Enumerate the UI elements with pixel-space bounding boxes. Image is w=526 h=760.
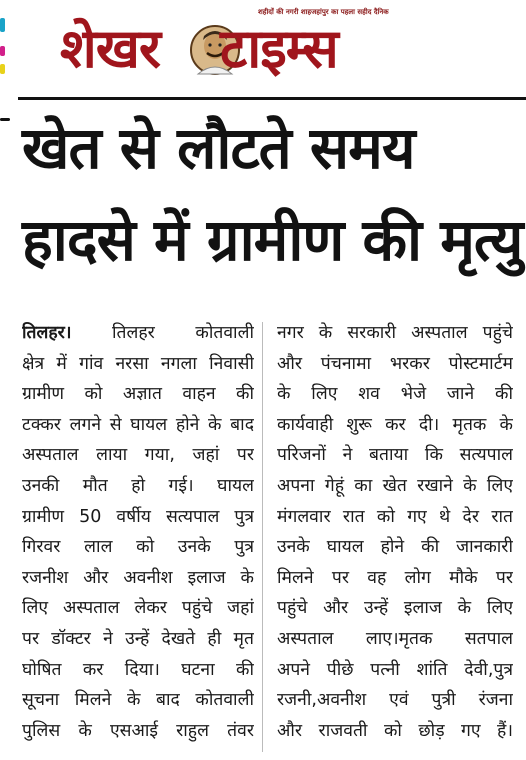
- article-line: परिजनों ने बताया कि सत्यपाल: [277, 445, 513, 466]
- article-line: अस्पताल लाया गया, जहां पर: [22, 445, 254, 466]
- article-line: मंगलवार रात को गए थे देर रात: [277, 506, 513, 527]
- headline-line-2: हादसे में ग्रामीण की मृत्यु: [22, 206, 523, 274]
- article-line: और राजवती को छोड़ गए हैं।: [277, 720, 513, 741]
- article-line: तिलहर। तिलहर कोतवाली: [22, 323, 254, 343]
- article-line: अपने पीछे पत्नी शांति देवी,पुत्र: [277, 659, 513, 680]
- article-line: रजनीश और अवनीश इलाज के: [22, 567, 254, 588]
- masthead-name-part2: टाइम्स: [220, 16, 338, 80]
- article-line: गिरवर लाल को उनके पुत्र: [22, 537, 254, 558]
- article-column-right: [277, 318, 513, 746]
- article-line: रजनी,अवनीश एवं पुत्री रंजना: [277, 690, 513, 711]
- column-divider: [262, 322, 263, 752]
- article-line: लिए अस्पताल लेकर पहुंचे जहां: [22, 598, 254, 619]
- article-line: और पंचनामा भरकर पोस्टमार्टम: [277, 353, 513, 374]
- article-line: पुलिस के एसआई राहुल तंवर: [22, 720, 254, 741]
- masthead-tagline: शहीदों की नगरी शाहजहांपुर का पहला सहीद दैनिक: [258, 8, 389, 16]
- article-line: ग्रामीण 50 वर्षीय सत्यपाल पुत्र: [22, 506, 254, 527]
- article-line: उनकी मौत हो गई। घायल: [22, 475, 254, 496]
- article-column-left: [22, 318, 254, 746]
- article-line: अपना गेहूं का खेत रखाने के लिए: [277, 475, 513, 496]
- article-line: उनके घायल होने की जानकारी: [277, 537, 513, 558]
- article-line: क्षेत्र में गांव नरसा नगला निवासी: [22, 353, 254, 374]
- article-line: सूचना मिलने के बाद कोतवाली: [22, 690, 254, 711]
- article-line: ग्रामीण को अज्ञात वाहन की: [22, 384, 254, 405]
- article-line: टक्कर लगने से घायल होने के बाद: [22, 414, 254, 435]
- masthead-name-part1: शेखर: [60, 16, 160, 80]
- article-line: मिलने पर वह लोग मौके पर: [277, 567, 513, 588]
- article-line: के लिए शव भेजे जाने की: [277, 384, 513, 405]
- article-line: घोषित कर दिया। घटना की: [22, 659, 254, 680]
- article-dateline: तिलहर।: [22, 323, 72, 343]
- article-line: कार्यवाही शुरू कर दी। मृतक के: [277, 414, 513, 435]
- article-line: अस्पताल लाए।मृतक सतपाल: [277, 628, 513, 649]
- headline-line-1: खेत से लौटते समय: [22, 114, 415, 182]
- article-line: नगर के सरकारी अस्पताल पहुंचे: [277, 323, 513, 343]
- page-edge-marks: [0, 0, 14, 120]
- article-line: पर डॉक्टर ने उन्हें देखते ही मृत: [22, 628, 254, 649]
- masthead-rule: [18, 97, 526, 100]
- masthead: [60, 2, 420, 84]
- article-line: पहुंचे और उन्हें इलाज के लिए: [277, 598, 513, 619]
